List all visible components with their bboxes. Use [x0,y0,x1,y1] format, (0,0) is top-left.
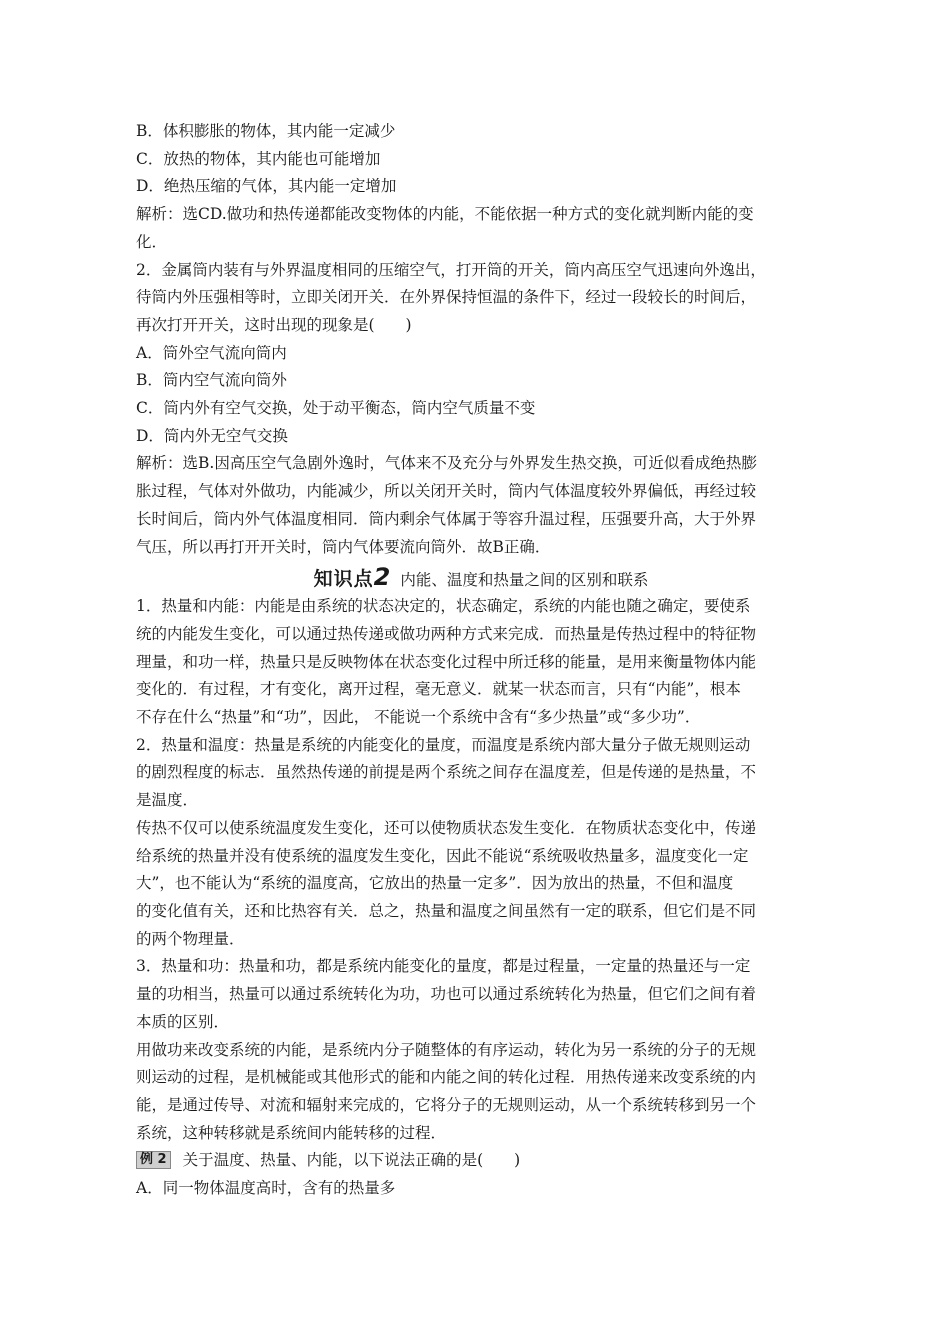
paragraph-line: 能，是通过传导、对流和辐射来完成的，它将分子的无规则运动，从一个系统转移到另一个 [136,1095,757,1114]
option-b: B．体积膨胀的物体，其内能一定减少 [136,122,396,140]
example-question-text: 关于温度、热量、内能，以下说法正确的是( ) [182,1151,521,1170]
paragraph-line: 1．热量和内能：内能是由系统的状态决定的，状态确定，系统的内能也随之确定，要使系 [136,597,751,616]
paragraph-line: 统的内能发生变化，可以通过热传递或做功两种方式来完成．而热量是传热过程中的特征物 [136,624,757,643]
paragraph-line: 用做功来改变系统的内能，是系统内分子随整体的有序运动，转化为另一系统的分子的无规 [136,1040,757,1059]
paragraph-line: 系统，这种转移就是系统间内能转移的过程． [136,1123,447,1142]
paragraph-line: 变化的．有过程，才有变化，离开过程，毫无意义．就某一状态而言，只有“内能”，根本 [136,680,741,699]
paragraph-line: 的两个物理量． [136,929,245,948]
analysis-line: 化． [136,232,168,251]
section-knowledge-body [136,593,826,1147]
question-2-line: 待筒内外压强相等时，立即关闭开关．在外界保持恒温的条件下，经过一段较长的时间后， [136,288,757,307]
paragraph-line: 3．热量和功：热量和功，都是系统内能变化的量度，都是过程量，一定量的热量还与一定 [136,957,751,976]
example-badge: 例 2 [136,1151,171,1169]
paragraph-line: 2．热量和温度：热量是系统的内能变化的量度，而温度是系统内部大量分子做无规则运动 [136,735,751,754]
knowledge-point-number: 2 [373,563,391,592]
knowledge-point-badge: 知识点 [313,568,374,591]
paragraph-line: 量的功相当，热量可以通过系统转化为功，功也可以通过系统转化为热量，但它们之间有着 [136,985,757,1004]
question-2-line: 再次打开开关，这时出现的现象是( ) [136,315,412,334]
option-d: D．筒内外无空气交换 [136,426,288,445]
question-2-line: 2．金属筒内装有与外界温度相同的压缩空气，打开筒的开关，筒内高压空气迅速向外逸出， [136,260,766,279]
analysis-line: 解析：选CD.做功和热传递都能改变物体的内能，不能依据一种方式的变化就判断内能的变 [136,205,754,224]
option-c: C．筒内外有空气交换，处于动平衡态，筒内空气质量不变 [136,399,536,418]
paragraph-line: 则运动的过程，是机械能或其他形式的能和内能之间的转化过程．用热传递来改变系统的内 [136,1068,757,1087]
option-a: A．同一物体温度高时，含有的热量多 [136,1179,396,1198]
knowledge-point-heading [136,562,826,592]
option-a: A．筒外空气流向筒内 [136,343,287,362]
paragraph-line: 传热不仅可以使系统温度发生变化，还可以使物质状态发生变化．在物质状态变化中，传递 [136,818,757,837]
paragraph-line: 大”，也不能认为“系统的温度高，它放出的热量一定多”．因为放出的热量，不但和温度 [136,874,734,893]
knowledge-point-title: 内能、温度和热量之间的区别和联系 [400,571,649,590]
analysis-line: 胀过程，气体对外做功，内能减少，所以关闭开关时，筒内气体温度较外界偏低，再经过较 [136,482,757,501]
paragraph-line: 的变化值有关，还和比热容有关．总之，热量和温度之间虽然有一定的联系，但它们是不同 [136,901,757,920]
option-c: C．放热的物体，其内能也可能增加 [136,149,381,168]
paragraph-line: 的剧烈程度的标志．虽然热传递的前提是两个系统之间存在温度差，但是传递的是热量，不 [136,763,757,782]
paragraph-line: 给系统的热量并没有使系统的温度发生变化，因此不能说“系统吸收热量多，温度变化一定 [136,846,749,865]
example-question [136,1147,826,1175]
option-d: D．绝热压缩的气体，其内能一定增加 [136,177,397,196]
analysis-line: 解析：选B.因高压空气急剧外逸时，气体来不及充分与外界发生热交换，可近似看成绝热膨 [136,454,757,473]
document-page [136,118,826,1203]
analysis-line: 气压，所以再打开开关时，筒内气体要流向筒外．故B正确． [136,537,551,556]
paragraph-line: 是温度． [136,791,199,810]
analysis-line: 长时间后，筒内外气体温度相同．筒内剩余气体属于等容升温过程，压强要升高，大于外界 [136,509,757,528]
section-previous-answers [136,118,826,561]
paragraph-line: 理量，和功一样，热量只是反映物体在状态变化过程中所迁移的能量，是用来衡量物体内能 [136,652,757,671]
option-b: B．筒内空气流向筒外 [136,371,287,390]
paragraph-line: 本质的区别． [136,1012,230,1031]
paragraph-line: 不存在什么“热量”和“功”，因此， 不能说一个系统中含有“多少热量”或“多少功”． [136,708,701,727]
